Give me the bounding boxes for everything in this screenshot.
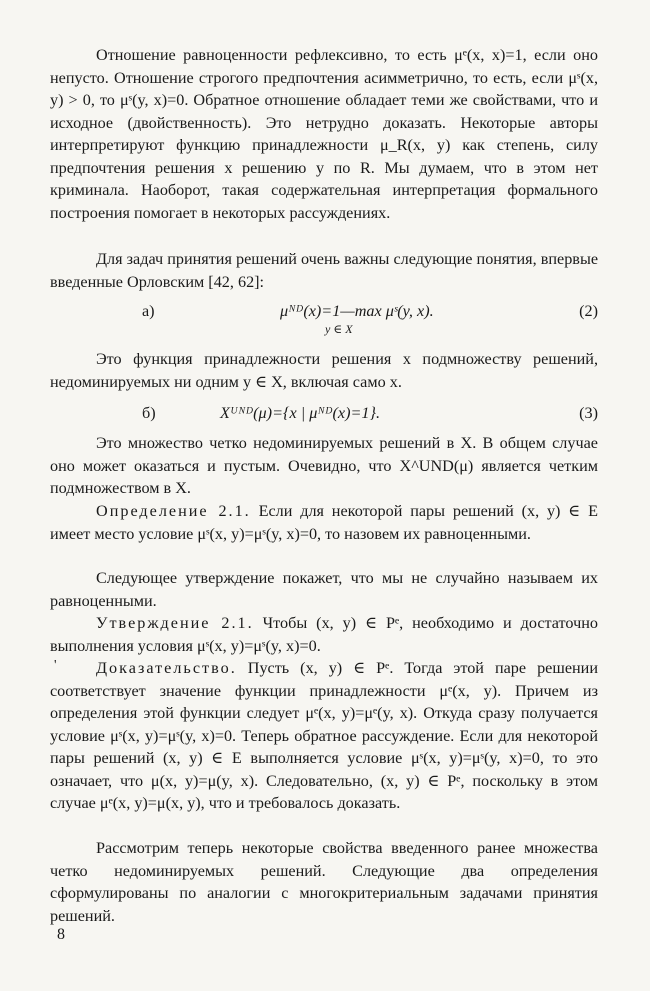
formula-3-label: б) [142,404,156,422]
paragraph-undominated-set: Это множество четко недоминируемых решений в X. В общем случае оно может оказаться и пустым. Очевидно, что X^UND(μ) является четким подмножеством в X. [50,434,598,497]
paragraph-proof [50,657,598,815]
statement-label: Утверждение 2.1. [96,614,254,632]
paragraph-consider: Рассмотрим теперь некоторые свойства введенного ранее множества четко недоминируемых решений. Следующие два определения сформулированы по аналогии с многокритериальным задачами принятия решений. [50,839,598,925]
formula-2 [50,302,598,336]
statement-text: Чтобы (x, y) ∈ Pᵉ, необходимо и достаточно выполнения условия μˢ(x, y)=μˢ(y, x)=0. [50,614,598,655]
proof-text: Пусть (x, y) ∈ Pᵉ. Тогда этой паре решении соответствует значение функции принадлежности μᵉ(x, y). Причем из определения этой функции следует μᵉ(x, y)=μᵉ(y, x). Откуда сразу получается условие μˢ(x, y)=μˢ(y, x)=0. Теперь обратное рассуждение. Если для некоторой пары решений (x, y) ∈ E выполняется условие μˢ(x, y)=μˢ(y, x)=0, то это означает, что μ(x, y)=μ(y, x). Следовательно, (x, y) ∈ Pᵉ, поскольку в этом случае μᵉ(x, y)=μ(x, y), что и требовалось доказать. [50,659,598,812]
formula-2-subscript: y ∈ X [325,322,353,336]
paragraph-orlovsky: Для задач принятия решений очень важны следующие понятия, впервые введенные Орловским [42, 62]: [50,250,598,291]
proof-label: Доказательство. [96,659,237,677]
definition-label: Определение 2.1. [96,502,251,520]
formula-2-label: а) [142,302,155,320]
paragraph-relations: Отношение равноценности рефлексивно, то есть μᵉ(x, x)=1, если оно непусто. Отношение строгого предпочтения асимметрично, то есть, если μˢ(x, y) > 0, то μˢ(y, x)=0. Обратное отношение обладает теми же свойствами, что и исходное (двойственность). Это нетрудно доказать. Некоторые авторы интерпретируют функцию принадлежности μ_R(x, y) как степень, силу предпочтения решения x решению y по R. Мы думаем, что в этом нет криминала. Наоборот, такая содержательная интерпретация формального построения помогает в некоторых рассуждениях. [50,46,598,222]
definition-text: Если для некоторой пары решений (x, y) ∈ E имеет место условие μˢ(x, y)=μˢ(y, x)=0, то назовем их равноценными. [50,502,598,543]
formula-3-expression: Xᵁᴺᴰ(μ)={x | μᴺᴰ(x)=1}. [220,404,381,422]
margin-mark: ' [54,658,57,673]
paragraph-definition [50,500,598,545]
formula-2-number: (2) [579,302,598,320]
formula-3 [50,404,598,434]
formula-3-number: (3) [579,404,598,422]
page-number: 8 [57,926,65,943]
paragraph-statement-intro: Следующее утверждение покажет, что мы не случайно называем их равноценными. [50,569,598,610]
paragraph-statement [50,612,598,657]
formula-2-expression: μᴺᴰ(x)=1—max μˢ(y, x). [280,302,434,320]
paragraph-membership-function: Это функция принадлежности решения x подмножеству решений, недоминируемых ни одним y ∈ X, включая само x. [50,350,598,391]
